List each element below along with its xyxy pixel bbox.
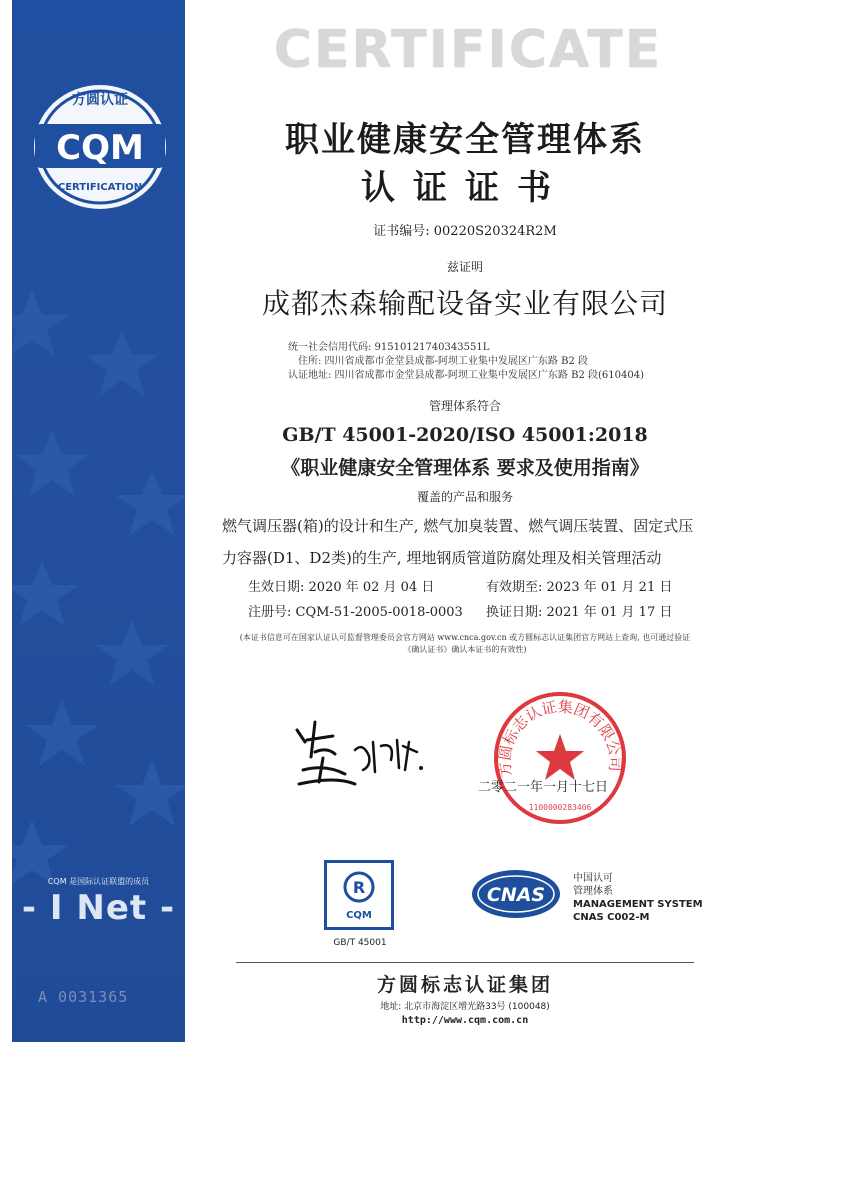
title-line-2: 认证证书 <box>361 168 569 208</box>
r-mark-icon <box>327 863 391 927</box>
cnas-text-block <box>573 872 723 924</box>
company-address: 住所: 四川省成都市金堂县成都-阿坝工业集中发展区广东路 B2 段 <box>298 356 588 367</box>
gbt-label: GB/T 45001 <box>333 938 387 948</box>
cqm-bottom-text: CERTIFICATION <box>57 182 143 193</box>
r-mark-letter: R <box>352 878 366 897</box>
verification-note <box>205 632 725 656</box>
cnas-logo-text: CNAS <box>486 884 546 906</box>
cnas-line-2: 管理体系 <box>573 886 613 897</box>
effective-date-value: 2020 年 02 月 04 日 <box>308 580 435 595</box>
cqm-certification-logo <box>30 82 170 212</box>
cert-no-value: 00220S20324R2M <box>433 224 557 239</box>
verification-note-line-1: (本证书信息可在国家认证认可监督管理委员会官方网站 www.cnca.gov.cn 或方圆标志认证集团官方网站上查询, 也可通过验证 <box>239 633 691 642</box>
certified-address: 认证地址: 四川省成都市金堂县成都-阿坝工业集中发展区广东路 B2 段(610404) <box>288 370 644 381</box>
scope-line-2: 力容器(D1、D2类)的生产, 埋地钢质管道防腐处理及相关管理活动 <box>222 549 662 567</box>
registration-label: 注册号: <box>248 605 292 620</box>
cnas-line-1: 中国认可 <box>573 873 613 884</box>
cqm-registered-mark-box <box>324 860 394 930</box>
cqm-top-text: 方圆认证 <box>72 92 128 108</box>
scope-heading: 覆盖的产品和服务 <box>416 490 513 504</box>
cnas-line-4: CNAS C002-M <box>573 912 650 923</box>
inet-caption: CQM 是国际认证联盟的成员 <box>47 877 150 886</box>
hereby-certify: 兹证明 <box>446 260 483 274</box>
renewal-date-value: 2021 年 01 月 17 日 <box>546 605 673 620</box>
cqm-main-text: CQM <box>56 128 144 168</box>
expiry-date <box>486 576 672 595</box>
company-seal <box>490 688 630 828</box>
issuer-name: 方圆标志认证集团 <box>376 974 553 996</box>
cnas-line-3: MANAGEMENT SYSTEM <box>573 899 703 910</box>
serial-number: A 0031365 <box>38 988 129 1006</box>
verification-note-line-2: 《确认证书》确认本证书的有效性) <box>403 645 527 654</box>
signature <box>285 712 435 792</box>
issue-date-chinese: 二零二一年一月十七日 <box>478 780 609 795</box>
issuer-website: http://www.cqm.com.cn <box>401 1015 529 1026</box>
scope-text <box>222 510 722 574</box>
effective-date <box>248 576 434 595</box>
seal-text: 方圆标志认证集团有限公司 <box>495 697 625 779</box>
cnas-logo <box>470 868 562 920</box>
expiry-date-label: 有效期至: <box>486 580 543 595</box>
company-name: 成都杰森输配设备实业有限公司 <box>261 287 668 320</box>
standard-intro: 管理体系符合 <box>428 399 501 413</box>
standard-code: GB/T 45001-2020/ISO 45001:2018 <box>282 424 648 446</box>
registration-number <box>248 601 463 620</box>
standard-name: 《职业健康安全管理体系 要求及使用指南》 <box>281 457 649 479</box>
scope-line-1: 燃气调压器(箱)的设计和生产, 燃气加臭装置、燃气调压装置、固定式压 <box>222 517 694 535</box>
effective-date-label: 生效日期: <box>248 580 305 595</box>
registration-value: CQM-51-2005-0018-0003 <box>295 605 463 620</box>
cert-no-label: 证书编号: <box>373 224 430 239</box>
credit-code: 统一社会信用代码: 91510121740343551L <box>288 342 490 353</box>
renewal-date <box>486 601 672 620</box>
renewal-date-label: 换证日期: <box>486 605 543 620</box>
r-mark-sub: CQM <box>346 910 372 921</box>
seal-number: 1100000283406 <box>528 803 592 812</box>
expiry-date-value: 2023 年 01 月 21 日 <box>546 580 673 595</box>
certificate-number <box>185 220 745 239</box>
inet-logo: - I Net - <box>21 888 176 928</box>
certificate-word: CERTIFICATE <box>273 20 663 80</box>
issuer-address: 地址: 北京市海淀区增光路33号 (100048) <box>380 1002 550 1012</box>
footer-divider <box>236 962 694 963</box>
title-line-1: 职业健康安全管理体系 <box>285 120 645 160</box>
